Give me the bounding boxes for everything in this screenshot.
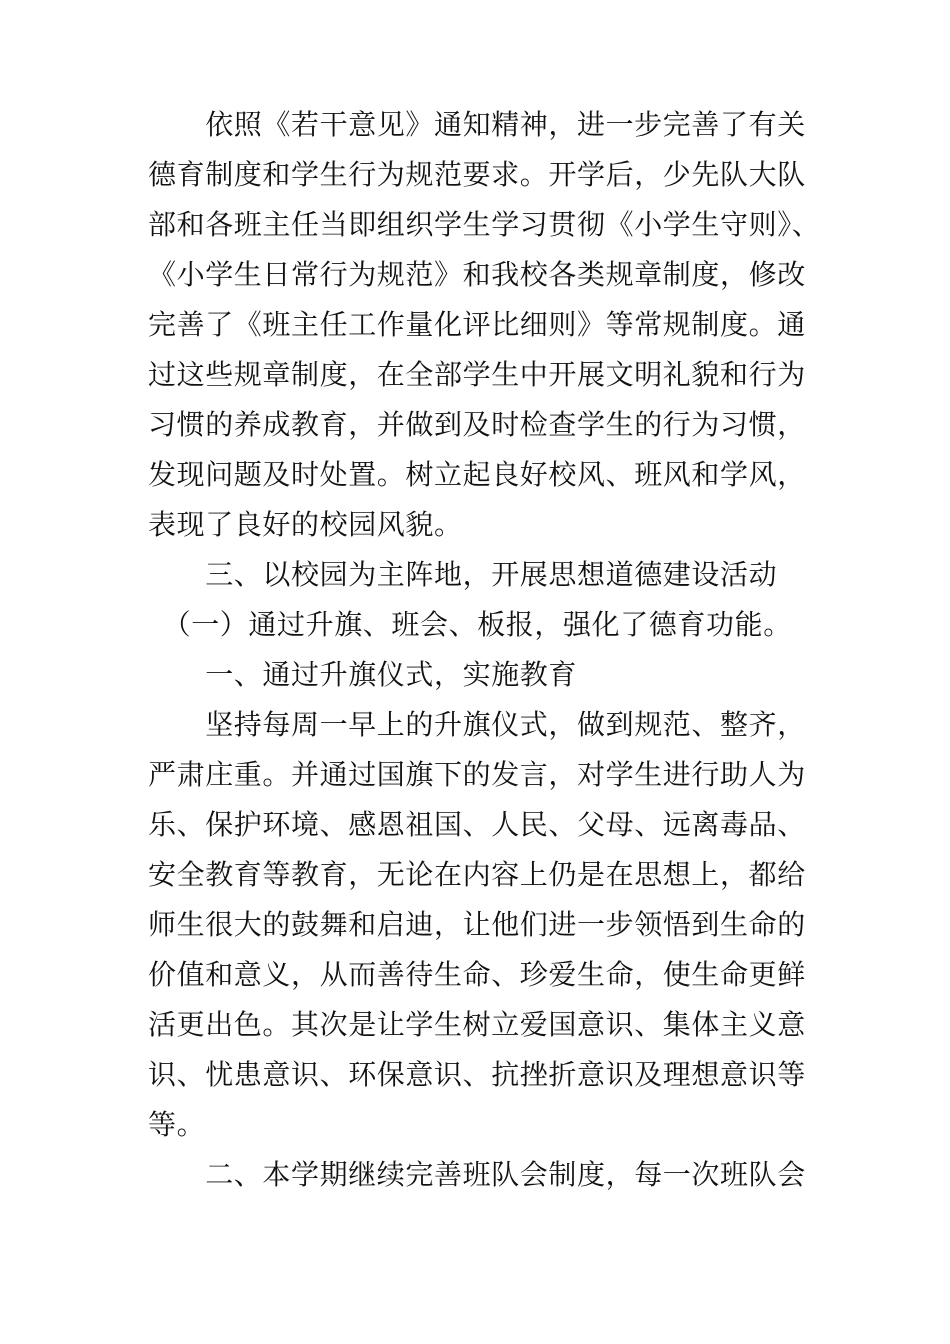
item-heading-2: 二、本学期继续完善班队会制度，每一次班队会 — [148, 1158, 806, 1191]
text-line-5: 完善了《班主任工作量化评比细则》等常规制度。通 — [148, 308, 806, 341]
text-line-13: 坚持每周一早上的升旗仪式，做到规范、整齐， — [148, 708, 806, 741]
text-line-14: 严肃庄重。并通过国旗下的发言，对学生进行助人为 — [148, 758, 806, 791]
text-line-2: 德育制度和学生行为规范要求。开学后，少先队大队 — [148, 158, 806, 191]
text-line-9: 表现了良好的校园风貌。 — [148, 508, 463, 541]
text-line-19: 活更出色。其次是让学生树立爱国意识、集体主义意 — [148, 1008, 806, 1041]
text-line-17: 师生很大的鼓舞和启迪，让他们进一步领悟到生命的 — [148, 908, 806, 941]
text-line-4: 《小学生日常行为规范》和我校各类规章制度，修改 — [148, 258, 806, 291]
text-line-20: 识、忧患意识、环保意识、抗挫折意识及理想意识等 — [148, 1058, 806, 1091]
text-line-15: 乐、保护环境、感恩祖国、人民、父母、远离毒品、 — [148, 808, 806, 841]
text-line-16: 安全教育等教育，无论在内容上仍是在思想上，都给 — [148, 858, 806, 891]
subsection-heading-1: （一）通过升旗、班会、板报，强化了德育功能。 — [148, 608, 792, 641]
text-line-7: 习惯的养成教育，并做到及时检查学生的行为习惯， — [148, 408, 806, 441]
text-line-21: 等。 — [148, 1108, 206, 1141]
section-heading-3: 三、以校园为主阵地，开展思想道德建设活动 — [148, 558, 778, 591]
text-line-3: 部和各班主任当即组织学生学习贯彻《小学生守则》、 — [148, 208, 821, 241]
text-line-18: 价值和意义，从而善待生命、珍爱生命，使生命更鲜 — [148, 958, 806, 991]
text-line-6: 过这些规章制度，在全部学生中开展文明礼貌和行为 — [148, 358, 806, 391]
item-heading-1: 一、通过升旗仪式，实施教育 — [148, 658, 578, 691]
text-line-8: 发现问题及时处置。树立起良好校风、班风和学风， — [148, 458, 806, 491]
text-line-1: 依照《若干意见》通知精神，进一步完善了有关 — [148, 108, 806, 141]
